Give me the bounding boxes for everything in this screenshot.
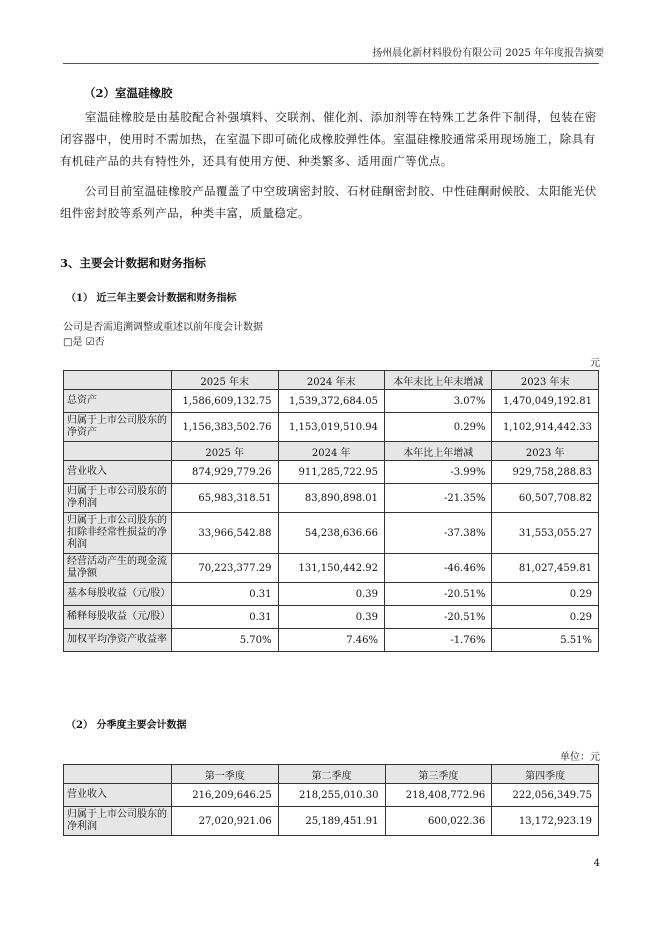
table-cell: 0.29	[492, 583, 599, 606]
row-label: 稀释每股收益（元/股）	[64, 606, 172, 629]
table-cell: 0.39	[278, 583, 385, 606]
table-cell: 5.70%	[172, 629, 279, 652]
table-header-row	[64, 371, 599, 390]
column-header: 第四季度	[492, 765, 599, 784]
table-cell: 60,507,708.82	[492, 484, 599, 513]
table-cell: -21.35%	[385, 484, 492, 513]
quarterly-subheading: （2） 分季度主要会计数据	[66, 720, 187, 731]
table-cell: 0.39	[278, 606, 385, 629]
table-cell: 65,983,318.51	[172, 484, 279, 513]
table-row	[64, 484, 599, 513]
table-cell: 1,102,914,442.33	[492, 413, 599, 442]
table-cell: 5.51%	[492, 629, 599, 652]
table-cell: 13,172,923.19	[492, 807, 599, 836]
table-cell: 929,758,288.83	[492, 461, 599, 484]
table-row	[64, 784, 599, 807]
table-row	[64, 807, 599, 836]
checkbox-no: ☑否	[85, 337, 105, 348]
row-label: 营业收入	[64, 461, 172, 484]
row-label: 营业收入	[64, 784, 172, 807]
table-cell: 1,470,049,192.81	[492, 390, 599, 413]
table-cell: 83,890,898.01	[278, 484, 385, 513]
table-cell: 1,586,609,132.75	[172, 390, 279, 413]
table-row	[64, 461, 599, 484]
table-cell: 7.46%	[278, 629, 385, 652]
row-label: 归属于上市公司股东的净资产	[64, 413, 172, 442]
table-header-row	[64, 765, 599, 784]
table-cell: 31,553,055.27	[492, 513, 599, 554]
table-cell: 81,027,459.81	[492, 554, 599, 583]
row-label: 基本每股收益（元/股）	[64, 583, 172, 606]
retro-adjust-answer	[63, 333, 105, 348]
column-header	[64, 765, 172, 784]
table-cell: 1,153,019,510.94	[278, 413, 385, 442]
table-cell: 0.31	[172, 583, 279, 606]
table-cell: 27,020,921.06	[172, 807, 279, 836]
column-header	[64, 442, 172, 461]
unit-label: 元	[590, 358, 600, 369]
column-header: 2025 年末	[172, 371, 279, 390]
table-cell: 25,189,451.91	[278, 807, 385, 836]
table-cell: 33,966,542.88	[172, 513, 279, 554]
header-divider	[63, 63, 599, 64]
section-heading: （2）室温硅橡胶	[84, 86, 173, 100]
table-cell: -3.99%	[385, 461, 492, 484]
table-row	[64, 513, 599, 554]
table-row	[64, 390, 599, 413]
column-header: 2024 年	[278, 442, 385, 461]
column-header: 第一季度	[172, 765, 279, 784]
column-header	[64, 371, 172, 390]
table-cell: 218,408,772.96	[385, 784, 492, 807]
table-cell: 70,223,377.29	[172, 554, 279, 583]
table-cell: 131,150,442.92	[278, 554, 385, 583]
column-header: 第二季度	[278, 765, 385, 784]
column-header: 2023 年末	[492, 371, 599, 390]
table-row	[64, 629, 599, 652]
table-cell: 1,539,372,684.05	[278, 390, 385, 413]
column-header: 第三季度	[385, 765, 492, 784]
row-label: 总资产	[64, 390, 172, 413]
row-label: 经营活动产生的现金流量净额	[64, 554, 172, 583]
table-cell: -1.76%	[385, 629, 492, 652]
table-cell: 54,238,636.66	[278, 513, 385, 554]
table-cell: -46.46%	[385, 554, 492, 583]
column-header: 2024 年末	[278, 371, 385, 390]
paragraph-rtv-description: 室温硅橡胶是由基胶配合补强填料、交联剂、催化剂、添加剂等在特殊工艺条件下制得，包装在密闭容器中，使用时不需加热，在室温下即可硫化成橡胶弹性体。室温硅橡胶通常采用现场施工，除具有有机硅产品的共有特性外，还具有使用方便、种类繁多、适用面广等优点。	[60, 110, 597, 168]
table-row	[64, 554, 599, 583]
table-cell: -20.51%	[385, 606, 492, 629]
quarterly-financial-table	[63, 764, 599, 836]
checkbox-yes: □是	[63, 337, 83, 348]
table-cell: 222,056,349.75	[492, 784, 599, 807]
table-cell: 3.07%	[385, 390, 492, 413]
table-row	[64, 606, 599, 629]
table-row	[64, 583, 599, 606]
column-header: 2023 年	[492, 442, 599, 461]
table-cell: -20.51%	[385, 583, 492, 606]
row-label: 加权平均净资产收益率	[64, 629, 172, 652]
table-cell: 911,285,722.95	[278, 461, 385, 484]
column-header: 本年比上年增减	[385, 442, 492, 461]
row-label: 归属于上市公司股东的净利润	[64, 807, 172, 836]
table-row	[64, 413, 599, 442]
table-cell: 0.31	[172, 606, 279, 629]
table-header-row	[64, 442, 599, 461]
table-cell: 216,209,646.25	[172, 784, 279, 807]
retro-adjust-question: 公司是否需追溯调整或重述以前年度会计数据	[63, 322, 263, 333]
quarterly-unit-label: 单位：元	[560, 752, 600, 763]
table-cell: 1,156,383,502.76	[172, 413, 279, 442]
row-label: 归属于上市公司股东的扣除非经常性损益的净利润	[64, 513, 172, 554]
accounting-heading: 3、主要会计数据和财务指标	[60, 256, 207, 270]
column-header: 本年末比上年末增减	[385, 371, 492, 390]
three-year-subheading: （1） 近三年主要会计数据和财务指标	[66, 293, 237, 304]
row-label: 归属于上市公司股东的净利润	[64, 484, 172, 513]
paragraph-rtv-products: 公司目前室温硅橡胶产品覆盖了中空玻璃密封胶、石材硅酮密封胶、中性硅酮耐候胶、太阳能光伏组件密封胶等系列产品，种类丰富，质量稳定。	[60, 184, 597, 220]
table-cell: 218,255,010.30	[278, 784, 385, 807]
table-cell: 874,929,779.26	[172, 461, 279, 484]
table-cell: 0.29%	[385, 413, 492, 442]
table-cell: -37.38%	[385, 513, 492, 554]
page-number: 4	[593, 858, 600, 869]
table-cell: 0.29	[492, 606, 599, 629]
table-cell: 600,022.36	[385, 807, 492, 836]
three-year-financial-table	[63, 370, 599, 652]
column-header: 2025 年	[172, 442, 279, 461]
report-header-title: 扬州晨化新材料股份有限公司 2025 年年度报告摘要	[372, 48, 604, 59]
